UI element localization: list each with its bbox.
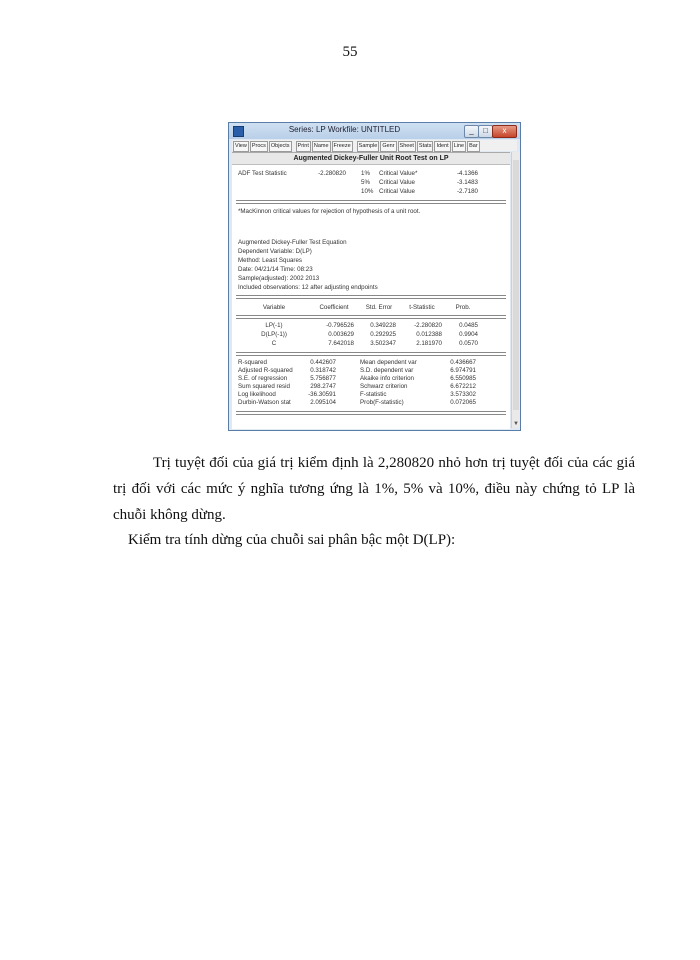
toolbar-print-button[interactable]: Print (296, 141, 311, 152)
close-button[interactable]: x (492, 125, 517, 138)
stat-value: -36.30591 (308, 391, 336, 398)
stderr-value: 0.349228 (370, 322, 396, 329)
scroll-down-arrow-icon[interactable]: ▼ (513, 421, 519, 427)
output-title: Augmented Dickey-Fuller Unit Root Test on LP (232, 153, 510, 165)
coef-variable: LP(-1) (265, 322, 283, 329)
tstat-value: -2.280820 (414, 322, 442, 329)
tstat-value: 2.181970 (416, 340, 442, 347)
stat-label: R-squared (238, 359, 267, 366)
stat-label: F-statistic (360, 391, 387, 398)
stat-value: 0.072065 (450, 399, 476, 406)
coef-header: Std. Error (365, 304, 393, 311)
stat-label: Prob(F-statistic) (360, 399, 404, 406)
stat-label: Log likelihood (238, 391, 276, 398)
tstat-value: 0.012388 (416, 331, 442, 338)
equation-info-line: Date: 04/21/14 Time: 08:23 (238, 266, 313, 273)
mackinnon-note: *MacKinnon critical values for rejection of hypothesis of a unit root. (238, 208, 421, 215)
divider (236, 295, 506, 299)
equation-info-line: Dependent Variable: D(LP) (238, 248, 312, 255)
equation-info-line: Included observations: 12 after adjusting endpoints (238, 284, 378, 291)
critical-level: 5% (361, 179, 370, 186)
output-content (232, 152, 510, 429)
toolbar-genr-button[interactable]: Genr (380, 141, 396, 152)
critical-label: Critical Value (379, 179, 415, 186)
coef-header: Prob. (455, 304, 471, 311)
toolbar-ident-button[interactable]: Ident (434, 141, 450, 152)
stat-value: 6.550985 (450, 375, 476, 382)
vertical-scrollbar[interactable] (511, 152, 520, 428)
critical-level: 10% (361, 188, 374, 195)
equation-info-line: Sample(adjusted): 2002 2013 (238, 275, 320, 282)
toolbar-freeze-button[interactable]: Freeze (332, 141, 353, 152)
divider (236, 315, 506, 319)
coef-value: 0.003629 (328, 331, 354, 338)
coef-value: -0.796526 (326, 322, 354, 329)
toolbar-stats-button[interactable]: Stats (417, 141, 434, 152)
critical-value: -4.1366 (457, 170, 478, 177)
toolbar-name-button[interactable]: Name (312, 141, 331, 152)
coef-header: t-Statistic (409, 304, 435, 311)
prob-value: 0.0570 (459, 340, 478, 347)
eviews-series-window[interactable] (228, 122, 521, 431)
toolbar-objects-button[interactable]: Objects (269, 141, 292, 152)
coef-header: Variable (262, 304, 286, 311)
divider (236, 411, 506, 415)
stat-label: Akaike info criterion (360, 375, 414, 382)
scrollbar-thumb[interactable] (513, 160, 519, 410)
critical-value: -3.1483 (457, 179, 478, 186)
stat-value: 3.573302 (450, 391, 476, 398)
stat-label: Schwarz criterion (360, 383, 408, 390)
divider (236, 352, 506, 356)
minimize-button[interactable]: _ (464, 125, 479, 138)
coef-variable: C (271, 340, 277, 347)
adf-statistic-label: ADF Test Statistic (238, 170, 287, 177)
coef-header: Coefficient (319, 304, 349, 311)
toolbar-procs-button[interactable]: Procs (250, 141, 268, 152)
critical-label: Critical Value* (379, 170, 418, 177)
maximize-button[interactable]: □ (478, 125, 493, 138)
toolbar-sheet-button[interactable]: Sheet (398, 141, 416, 152)
page-number: 55 (342, 44, 358, 60)
window-title-bar[interactable] (229, 123, 520, 139)
coef-variable: D(LP(-1)) (261, 331, 287, 338)
stat-value: 6.672212 (450, 383, 476, 390)
window-title: Series: LP Workfile: UNTITLED (288, 125, 401, 134)
coef-value: 7.642018 (328, 340, 354, 347)
critical-label: Critical Value (379, 188, 415, 195)
stat-value: 2.095104 (310, 399, 336, 406)
window-toolbar (232, 140, 517, 151)
stat-label: S.D. dependent var (360, 367, 414, 374)
stat-value: 298.2747 (310, 383, 336, 390)
stat-label: Adjusted R-squared (238, 367, 293, 374)
paragraph-conclusion: Trị tuyệt đối của giá trị kiểm định là 2,280820 nhỏ hơn trị tuyệt đối của các giá trị đối với các mức ý nghĩa tương ứng là 1%, 5% và 10%, điều này chứng tỏ LP là chuỗi không dừng. (113, 455, 635, 523)
paragraph-next-test: Kiểm tra tính dừng của chuỗi sai phân bậc một D(LP): (128, 532, 456, 548)
stat-value: 0.442607 (310, 359, 336, 366)
adf-statistic-value: -2.280820 (318, 170, 346, 177)
prob-value: 0.0485 (459, 322, 478, 329)
stat-label: Durbin-Watson stat (238, 399, 291, 406)
critical-value: -2.7180 (457, 188, 478, 195)
stat-label: Sum squared resid (238, 383, 290, 390)
stderr-value: 0.292925 (370, 331, 396, 338)
toolbar-line-button[interactable]: Line (452, 141, 466, 152)
toolbar-bar-button[interactable]: Bar (467, 141, 480, 152)
stat-label: Mean dependent var (360, 359, 417, 366)
stat-value: 6.974791 (450, 367, 476, 374)
critical-level: 1% (361, 170, 370, 177)
toolbar-sample-button[interactable]: Sample (357, 141, 380, 152)
equation-info-line: Method: Least Squares (238, 257, 302, 264)
stat-label: S.E. of regression (238, 375, 288, 382)
prob-value: 0.9904 (459, 331, 478, 338)
stat-value: 5.756877 (310, 375, 336, 382)
stat-value: 0.436667 (450, 359, 476, 366)
equation-info-line: Augmented Dickey-Fuller Test Equation (238, 239, 347, 246)
stat-value: 0.318742 (310, 367, 336, 374)
divider (236, 200, 506, 204)
stderr-value: 3.502347 (370, 340, 396, 347)
toolbar-view-button[interactable]: View (233, 141, 249, 152)
